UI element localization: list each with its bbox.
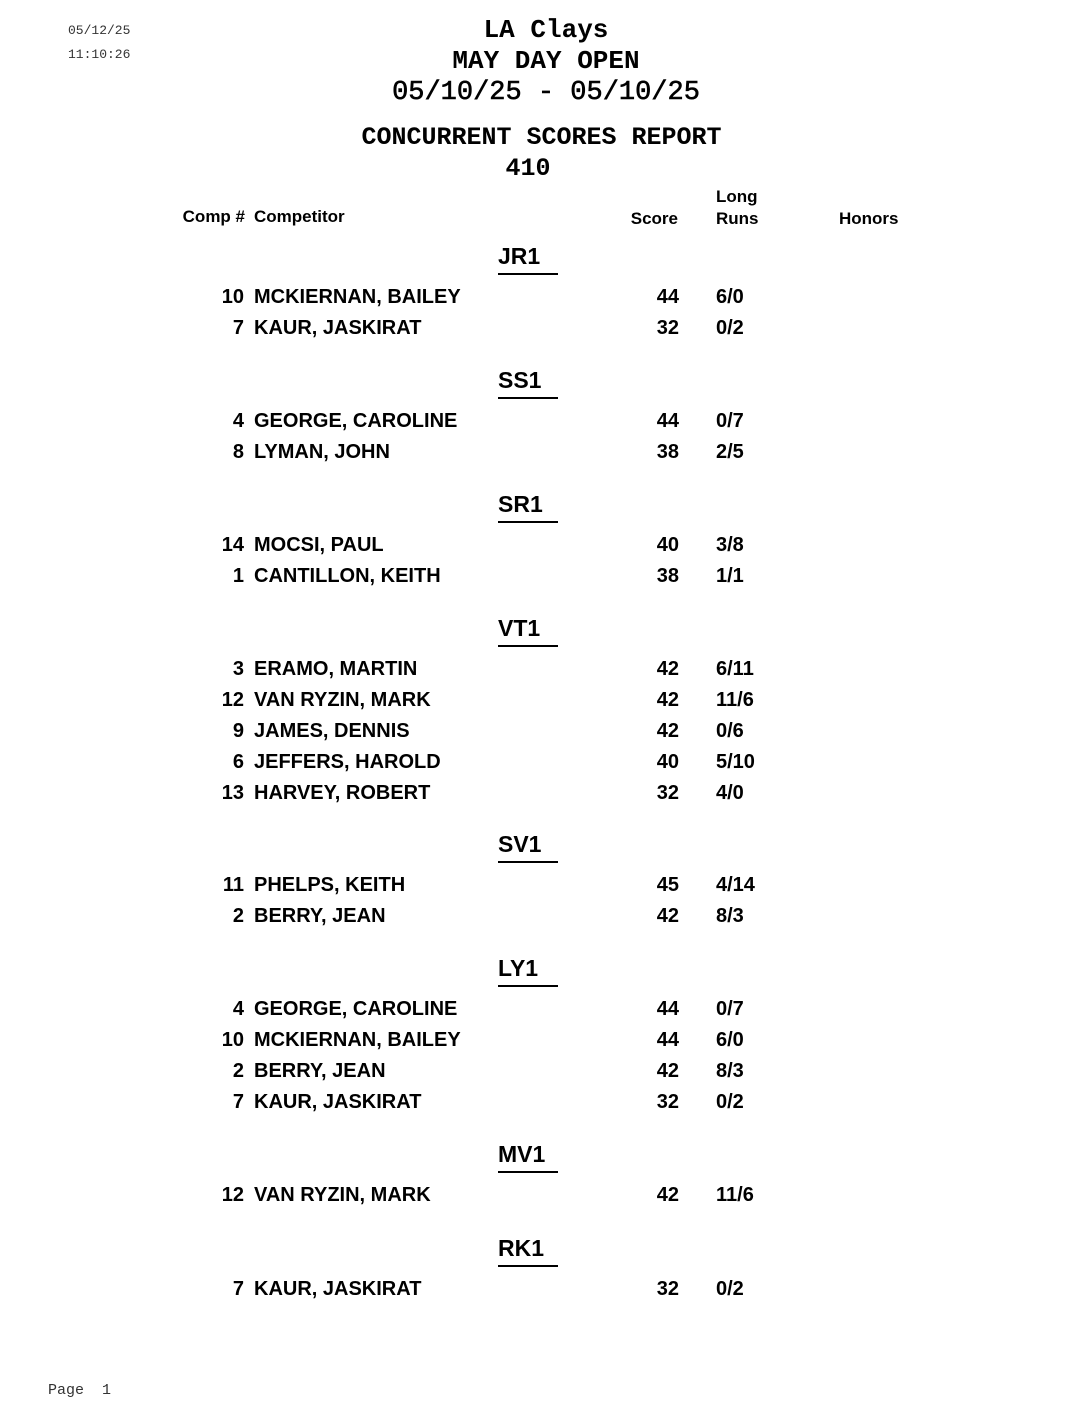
score-value: 40	[656, 751, 679, 773]
long-runs: 11/6	[716, 689, 754, 711]
long-runs: 8/3	[716, 905, 744, 927]
long-runs: 0/2	[716, 317, 744, 339]
comp-number: 11	[222, 874, 244, 896]
page-label: Page	[48, 1382, 85, 1399]
competitor-name: KAUR, JASKIRAT	[254, 1278, 422, 1300]
competitor-name: BERRY, JEAN	[254, 1060, 386, 1082]
long-runs: 1/1	[716, 565, 744, 587]
score-value: 42	[656, 689, 679, 711]
score-value: 42	[656, 720, 679, 742]
competitor-name: MOCSI, PAUL	[254, 534, 384, 556]
comp-number: 1	[232, 565, 244, 587]
comp-number: 4	[232, 410, 244, 432]
score-value: 42	[656, 1184, 679, 1206]
comp-number: 8	[232, 441, 244, 463]
comp-number: 2	[232, 1060, 244, 1082]
class-header: RK1	[498, 1235, 558, 1267]
comp-number: 7	[232, 1091, 244, 1113]
long-runs: 0/7	[716, 410, 744, 432]
long-runs: 0/6	[716, 720, 744, 742]
column-header-honors: Honors	[839, 209, 899, 228]
column-header-comp: Comp #	[182, 207, 245, 226]
score-value: 44	[656, 998, 679, 1020]
comp-number: 12	[221, 1184, 244, 1206]
competitor-name: GEORGE, CAROLINE	[254, 410, 458, 432]
class-header: MV1	[498, 1141, 558, 1173]
long-runs: 0/2	[716, 1278, 744, 1300]
competitor-name: LYMAN, JOHN	[254, 441, 390, 463]
column-header-score: Score	[630, 209, 678, 228]
score-value: 42	[656, 905, 679, 927]
competitor-name: KAUR, JASKIRAT	[254, 1091, 422, 1113]
club-name: LA Clays	[483, 15, 609, 45]
long-runs: 6/11	[716, 658, 754, 680]
score-value: 40	[656, 534, 679, 556]
score-value: 44	[656, 286, 679, 308]
score-value: 32	[656, 782, 679, 804]
report-number: 410	[505, 154, 551, 183]
score-value: 38	[656, 565, 679, 587]
comp-number: 9	[232, 720, 244, 742]
competitor-name: BERRY, JEAN	[254, 905, 386, 927]
class-header: SR1	[498, 491, 558, 523]
class-header: SS1	[498, 367, 558, 399]
comp-number: 2	[232, 905, 244, 927]
competitor-name: HARVEY, ROBERT	[254, 782, 431, 804]
comp-number: 3	[232, 658, 244, 680]
long-runs: 6/0	[716, 286, 744, 308]
report-title: CONCURRENT SCORES REPORT	[361, 123, 722, 152]
competitor-name: KAUR, JASKIRAT	[254, 317, 422, 339]
score-value: 38	[656, 441, 679, 463]
comp-number: 10	[221, 286, 244, 308]
competitor-name: ERAMO, MARTIN	[254, 658, 418, 680]
print-time: 11:10:26	[68, 47, 131, 62]
comp-number: 7	[232, 1278, 244, 1300]
competitor-name: PHELPS, KEITH	[254, 874, 406, 896]
long-runs: 0/2	[716, 1091, 744, 1113]
column-header-long: Long	[716, 187, 758, 206]
long-runs: 0/7	[716, 998, 744, 1020]
column-header-competitor: Competitor	[254, 207, 345, 226]
score-value: 44	[656, 1029, 679, 1051]
comp-number: 10	[221, 1029, 244, 1051]
competitor-name: MCKIERNAN, BAILEY	[254, 286, 461, 308]
competitor-name: JEFFERS, HAROLD	[254, 751, 441, 773]
competitor-name: MCKIERNAN, BAILEY	[254, 1029, 461, 1051]
long-runs: 4/0	[716, 782, 744, 804]
competitor-name: GEORGE, CAROLINE	[254, 998, 458, 1020]
score-value: 45	[656, 874, 679, 896]
comp-number: 7	[232, 317, 244, 339]
page-footer	[48, 1382, 111, 1399]
class-header: SV1	[498, 831, 558, 863]
comp-number: 6	[232, 751, 244, 773]
competitor-name: VAN RYZIN, MARK	[254, 1184, 431, 1206]
comp-number: 14	[221, 534, 244, 556]
event-date-range: 05/10/25 - 05/10/25	[392, 78, 700, 108]
score-value: 42	[656, 658, 679, 680]
class-header: LY1	[498, 955, 558, 987]
score-value: 32	[656, 317, 679, 339]
competitor-name: VAN RYZIN, MARK	[254, 689, 431, 711]
competitor-name: JAMES, DENNIS	[254, 720, 410, 742]
score-value: 44	[656, 410, 679, 432]
competitor-name: CANTILLON, KEITH	[254, 565, 441, 587]
long-runs: 5/10	[716, 751, 755, 773]
event-name: MAY DAY OPEN	[452, 46, 640, 76]
class-header: VT1	[498, 615, 558, 647]
long-runs: 2/5	[716, 441, 744, 463]
score-value: 32	[656, 1091, 679, 1113]
comp-number: 4	[232, 998, 244, 1020]
long-runs: 6/0	[716, 1029, 744, 1051]
score-value: 32	[656, 1278, 679, 1300]
page-number: 1	[102, 1382, 112, 1399]
class-header: JR1	[498, 243, 558, 275]
comp-number: 13	[221, 782, 244, 804]
comp-number: 12	[221, 689, 244, 711]
long-runs: 3/8	[716, 534, 744, 556]
print-date: 05/12/25	[68, 23, 131, 38]
column-header-runs: Runs	[716, 209, 759, 228]
score-value: 42	[656, 1060, 679, 1082]
long-runs: 4/14	[716, 874, 755, 896]
long-runs: 11/6	[716, 1184, 754, 1206]
long-runs: 8/3	[716, 1060, 744, 1082]
